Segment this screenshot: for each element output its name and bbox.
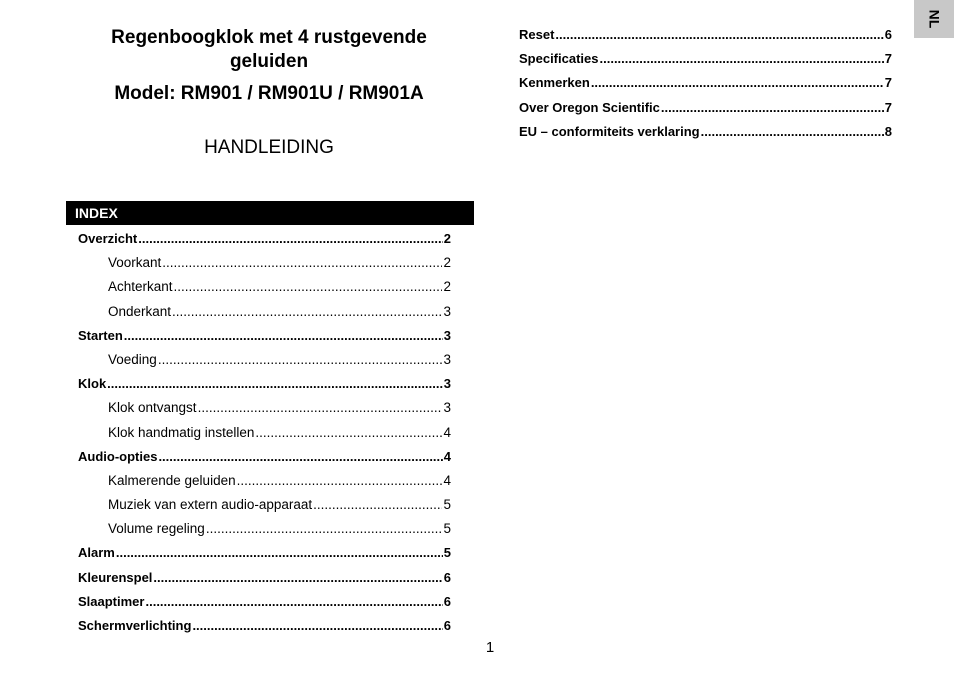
toc-entry-label: Achterkant (108, 279, 173, 295)
toc-leader-dots (600, 47, 884, 71)
toc-leader-dots (237, 469, 443, 493)
toc-entry-label: Onderkant (108, 303, 172, 319)
toc-entry-label: Reset (519, 27, 555, 42)
toc-entry-page: 8 (884, 123, 892, 139)
toc-entry (78, 566, 451, 590)
toc-entry (78, 227, 451, 251)
toc-entry-page: 6 (443, 618, 451, 633)
toc-entry (519, 47, 892, 71)
toc-leader-dots (138, 227, 443, 251)
toc-leader-dots (107, 372, 443, 396)
language-tab-label: NL (925, 9, 942, 29)
toc-right-column (519, 23, 892, 144)
model-heading: Model: RM901 / RM901U / RM901A (114, 83, 424, 104)
toc-entry-page: 6 (443, 569, 451, 585)
toc-entry-label: Over Oregon Scientific (519, 99, 660, 115)
toc-entry-label: Kenmerken (519, 75, 590, 91)
toc-entry-label: Voeding (108, 351, 157, 367)
toc-entry (519, 71, 892, 95)
toc-entry-page: 6 (884, 27, 892, 42)
toc-leader-dots (158, 445, 442, 469)
toc-entry (78, 300, 451, 324)
toc-entry-page: 2 (443, 255, 451, 271)
toc-entry-label: Schermverlichting (78, 618, 192, 633)
toc-entry (519, 96, 892, 120)
toc-leader-dots (153, 566, 442, 590)
toc-entry (78, 324, 451, 348)
toc-leader-dots (162, 251, 442, 275)
toc-entry-page: 5 (443, 521, 451, 537)
toc-entry (78, 517, 451, 541)
language-tab (914, 0, 954, 38)
toc-entry-label: Voorkant (108, 255, 162, 271)
toc-entry-label: Kalmerende geluiden (108, 472, 236, 488)
toc-leader-dots (192, 614, 442, 638)
toc-entry-page: 4 (443, 448, 451, 464)
toc-entry-label: Alarm (78, 545, 115, 561)
toc-leader-dots (145, 590, 442, 614)
toc-entry-page: 3 (443, 351, 451, 367)
toc-entry-label: Klok (78, 376, 107, 392)
toc-entry-label: Muziek van extern audio-apparaat (108, 497, 313, 513)
toc-entry (78, 541, 451, 565)
toc-entry-page: 6 (443, 593, 451, 609)
toc-entry-page: 3 (443, 376, 451, 392)
toc-leader-dots (555, 23, 883, 47)
title-line-2: geluiden (229, 51, 309, 72)
toc-entry (78, 251, 451, 275)
toc-entry (78, 493, 451, 517)
toc-leader-dots (701, 120, 884, 144)
page-number: 1 (485, 639, 495, 656)
toc-entry (78, 421, 451, 445)
toc-entry (78, 372, 451, 396)
toc-entry (519, 23, 892, 47)
toc-leader-dots (172, 300, 442, 324)
toc-entry-page: 4 (443, 472, 451, 488)
toc-entry (78, 590, 451, 614)
toc-entry-page: 7 (884, 99, 892, 115)
toc-entry-label: Starten (78, 327, 123, 343)
toc-entry-label: Kleurenspel (78, 569, 153, 585)
toc-entry-label: Volume regeling (108, 521, 205, 537)
toc-entry-page: 7 (884, 75, 892, 91)
toc-entry-page: 2 (443, 231, 451, 246)
toc-entry-label: EU – conformiteits verklaring (519, 123, 700, 139)
toc-entry (519, 120, 892, 144)
index-heading-bar: INDEX (66, 201, 474, 225)
toc-entry-page: 3 (443, 400, 451, 416)
toc-entry (78, 396, 451, 420)
toc-entry-label: Slaaptimer (78, 593, 145, 609)
toc-leader-dots (158, 348, 443, 372)
toc-entry-page: 5 (443, 497, 451, 513)
toc-leader-dots (206, 517, 443, 541)
toc-entry-label: Specificaties (519, 51, 599, 67)
toc-entry-page: 3 (443, 303, 451, 319)
toc-entry (78, 348, 451, 372)
toc-entry-page: 7 (884, 51, 892, 67)
manual-heading: HANDLEIDING (204, 137, 334, 158)
toc-leader-dots (124, 324, 443, 348)
toc-leader-dots (198, 396, 443, 420)
toc-leader-dots (313, 493, 442, 517)
toc-leader-dots (174, 275, 443, 299)
toc-entry (78, 275, 451, 299)
toc-entry-page: 3 (443, 327, 451, 343)
toc-left-column (78, 227, 451, 638)
toc-entry (78, 445, 451, 469)
toc-leader-dots (255, 421, 442, 445)
toc-entry-label: Klok ontvangst (108, 400, 197, 416)
toc-leader-dots (116, 541, 443, 565)
toc-entry-page: 2 (443, 279, 451, 295)
toc-entry-label: Klok handmatig instellen (108, 424, 255, 440)
toc-entry-page: 5 (443, 545, 451, 561)
toc-entry (78, 614, 451, 638)
toc-leader-dots (661, 96, 884, 120)
toc-leader-dots (591, 71, 884, 95)
document-title (64, 26, 474, 74)
toc-entry-label: Audio-opties (78, 448, 158, 464)
title-line-1: Regenboogklok met 4 rustgevende (111, 27, 427, 48)
toc-entry-page: 4 (443, 424, 451, 440)
toc-entry (78, 469, 451, 493)
toc-entry-label: Overzicht (78, 231, 138, 246)
